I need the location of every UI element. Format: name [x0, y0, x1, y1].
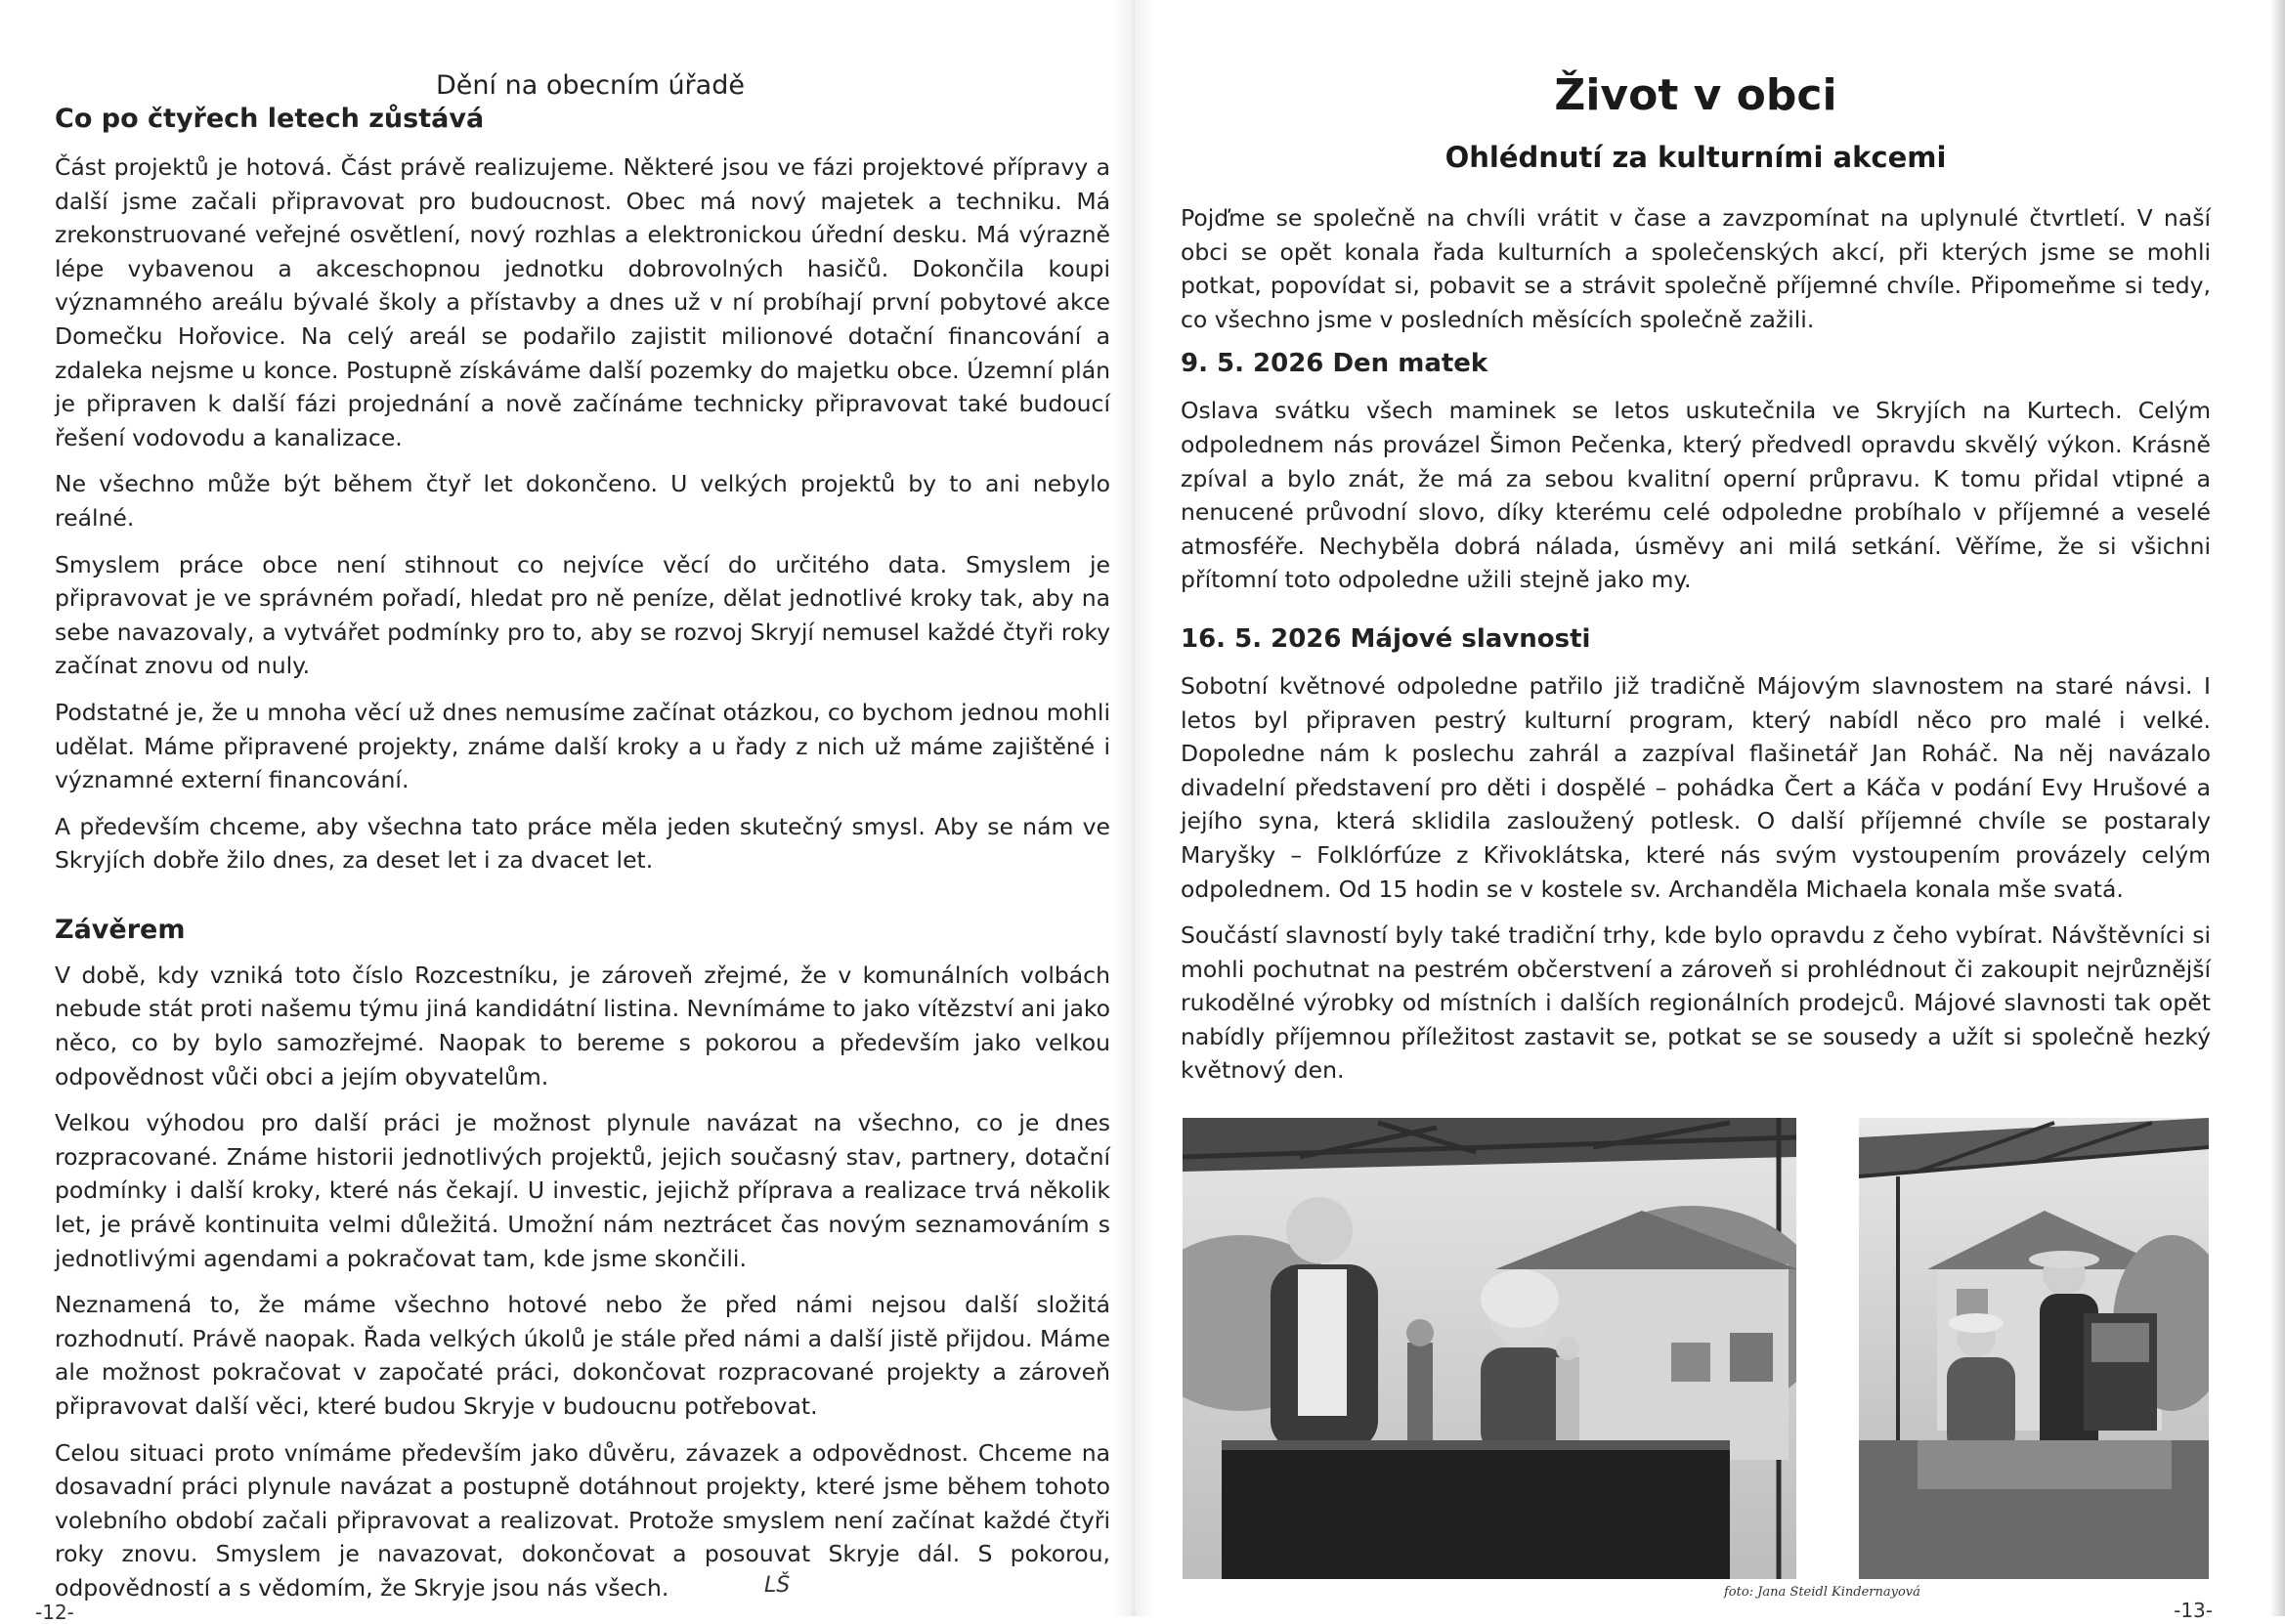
- paragraph: Celou situaci proto vnímáme především jako důvěru, závazek a odpovědnost. Chceme na dosavadní práci plynule navázat a postupně dotáhnout projekty, které jsme během tohoto volebního období začali připravovat a realizovat. Protože smyslem není začínat každé čtyři roky znovu. Smyslem je navazovat, dokončovat a posouvat Skryje dál. S pokorou, odpovědností a s vědomím, že Skryje jsou nás všech.: [55, 1438, 1110, 1602]
- paragraph: Část projektů je hotová. Část právě realizujeme. Některé jsou ve fázi projektové přípravy a další jsme začali připravovat pro budoucnost. Obec má nový majetek a techniku. Má zrekonstruované veřejné osvětlení, nový rozhlas a elektronickou úřední desku. Má výrazně lépe vybavenou a akceschopnou jednotku dobrovolných hasičů. Dokončila koupi významného areálu bývalé školy a přístavby a dnes už v ní probíhají první pobytové akce Domečku Hořovice. Na celý areál se podařilo zajistit milionové dotační financování a zdaleka nejsme u konce. Postupně získáváme další pozemky do majetku obce. Územní plán je připraven k další fázi projednání a nově začínáme technicky připravovat také budoucí řešení vodovodu a kanalizace.: [55, 153, 1110, 451]
- section-label: Dění na obecním úřadě: [436, 70, 745, 101]
- paragraph: A především chceme, aby všechna tato práce měla jeden skutečný smysl. Aby se nám ve Skryjích dobře žilo dnes, za deset let i za dvacet let.: [55, 812, 1110, 875]
- paragraph: Sobotní květnové odpoledne patřilo již tradičně Májovým slavnostem na staré návsi. I letos byl připraven pestrý kulturní program, který nabídl něco pro malé i velké. Dopoledne nám k poslechu zahrál a zazpíval flašinetář Jan Roháč. Na něj navázalo divadelní představení pro děti i dospělé – pohádka Čert a Káča v podání Evy Hrušové a jejího syna, která sklidila zasloužený potlesk. O další příjemné chvíle se postaraly Maryšky – Folklórfúze z Křivoklátska, které nás svým vystoupením provázely celým odpolednem. Od 15 hodin se v kostele sv. Archanděla Michaela konala mše svatá.: [1181, 671, 2211, 903]
- paragraph: Ne všechno může být během čtyř let dokončeno. U velkých projektů by to ani nebylo reálné.: [55, 470, 1110, 532]
- paragraph: Neznamená to, že máme všechno hotové nebo že před námi nejsou další složitá rozhodnutí. Právě naopak. Řada velkých úkolů je stále před námi a další jistě přijdou. Máme ale možnost pokračovat v započaté práci, dokončovat rozpracované projekty a zároveň připravovat další věci, které budou Skryje v budoucnu potřebovat.: [55, 1291, 1110, 1420]
- page-title: Život v obci: [1554, 70, 1837, 120]
- photo-organ-grinder: [1859, 1118, 2209, 1579]
- right-page: [1181, 0, 2213, 1622]
- photo-illustration: [1859, 1118, 2209, 1579]
- intro-paragraph: Pojďme se společně na chvíli vrátit v čase a zavzpomínat na uplynulé čtvrtletí. V naší obci se opět konala řada kulturních a společenských akcí, při kterých jsme se mohli potkat, popovídat si, pobavit se a strávit společně příjemné chvíle. Připomeňme si tedy, co všechno jsme v posledních měsících společně zažili.: [1181, 204, 2211, 333]
- article-body: [55, 150, 1110, 1618]
- event-heading: 9. 5. 2026 Den matek: [1181, 349, 1488, 379]
- article-heading: Co po čtyřech letech zůstává: [55, 104, 485, 134]
- article-body: [1181, 201, 2211, 1100]
- page-subtitle: Ohlédnutí za kulturními akcemi: [1444, 141, 1947, 174]
- page-edge-shadow: [2269, 0, 2285, 1616]
- photo-puppet-show: [1183, 1118, 1796, 1579]
- paragraph: Podstatné je, že u mnoha věcí už dnes nemusíme začínat otázkou, co bychom jednou mohli udělat. Máme připravené projekty, známe další kroky a u řady z nich už máme zajištěné i významné externí financování.: [55, 698, 1110, 794]
- page-number: -13-: [2174, 1599, 2213, 1622]
- left-page: [35, 0, 1110, 1624]
- photo-illustration: [1183, 1118, 1796, 1579]
- author-signature: LŠ: [764, 1573, 791, 1598]
- photo-caption: foto: Jana Steidl Kindernayová: [1724, 1585, 1920, 1600]
- event-heading: 16. 5. 2026 Májové slavnosti: [1181, 623, 1591, 654]
- page-number: -12-: [35, 1601, 74, 1624]
- section-heading-conclusion: Závěrem: [55, 914, 186, 945]
- paragraph: Součástí slavností byly také tradiční trhy, kde bylo opravdu z čeho vybírat. Návštěvníci si mohli pochutnat na pestrém občerstvení a zároveň si prohlédnout či zakoupit nejrůznější rukodělné výrobky od místních i dalších regionálních prodejců. Májové slavnosti tak opět nabídly příjemnou příležitost zastavit se, potkat se se sousedy a užít si společně hezký květnový den.: [1181, 921, 2211, 1085]
- paragraph: Smyslem práce obce není stihnout co nejvíce věcí do určitého data. Smyslem je připravovat je ve správném pořadí, hledat pro ně peníze, dělat jednotlivé kroky tak, aby na sebe navazovaly, a vytvářet podmínky pro to, aby se rozvoj Skryjí nemusel každé čtyři roky začínat znovu od nuly.: [55, 550, 1110, 680]
- paragraph: Velkou výhodou pro další práci je možnost plynule navázat na všechno, co je dnes rozpracované. Známe historii jednotlivých projektů, jejich současný stav, partnery, dotační podmínky i další kroky, které nás čekají. U investic, jejichž příprava a realizace trvá několik let, je právě kontinuita velmi důležitá. Umožní nám neztrácet čas novým seznamováním s jednotlivými agendami a pokračovat tam, kde jsme skončili.: [55, 1109, 1110, 1272]
- paragraph: Oslava svátku všech maminek se letos uskutečnila ve Skryjích na Kurtech. Celým odpolednem nás provázel Šimon Pečenka, který předvedl opravdu skvělý výkon. Krásně zpíval a bylo znát, že má za sebou kvalitní operní průpravu. K tomu přidal vtipné a nenucené průvodní slovo, díky kterému celé odpoledne probíhalo v příjemné a veselé atmosféře. Nechyběla dobrá nálada, úsměvy ani milá setkání. Věříme, že si všichni přítomní toto odpoledne užili stejně jako my.: [1181, 397, 2211, 594]
- page-gutter: [1114, 0, 1153, 1616]
- paragraph: V době, kdy vzniká toto číslo Rozcestníku, je zároveň zřejmé, že v komunálních volbách nebude stát proti našemu týmu jiná kandidátní listina. Nevnímáme to jako vítězství ani jako něco, co by bylo samozřejmé. Naopak to bereme s pokorou a především jako velkou odpovědnost vůči obci a jejím obyvatelům.: [55, 961, 1110, 1090]
